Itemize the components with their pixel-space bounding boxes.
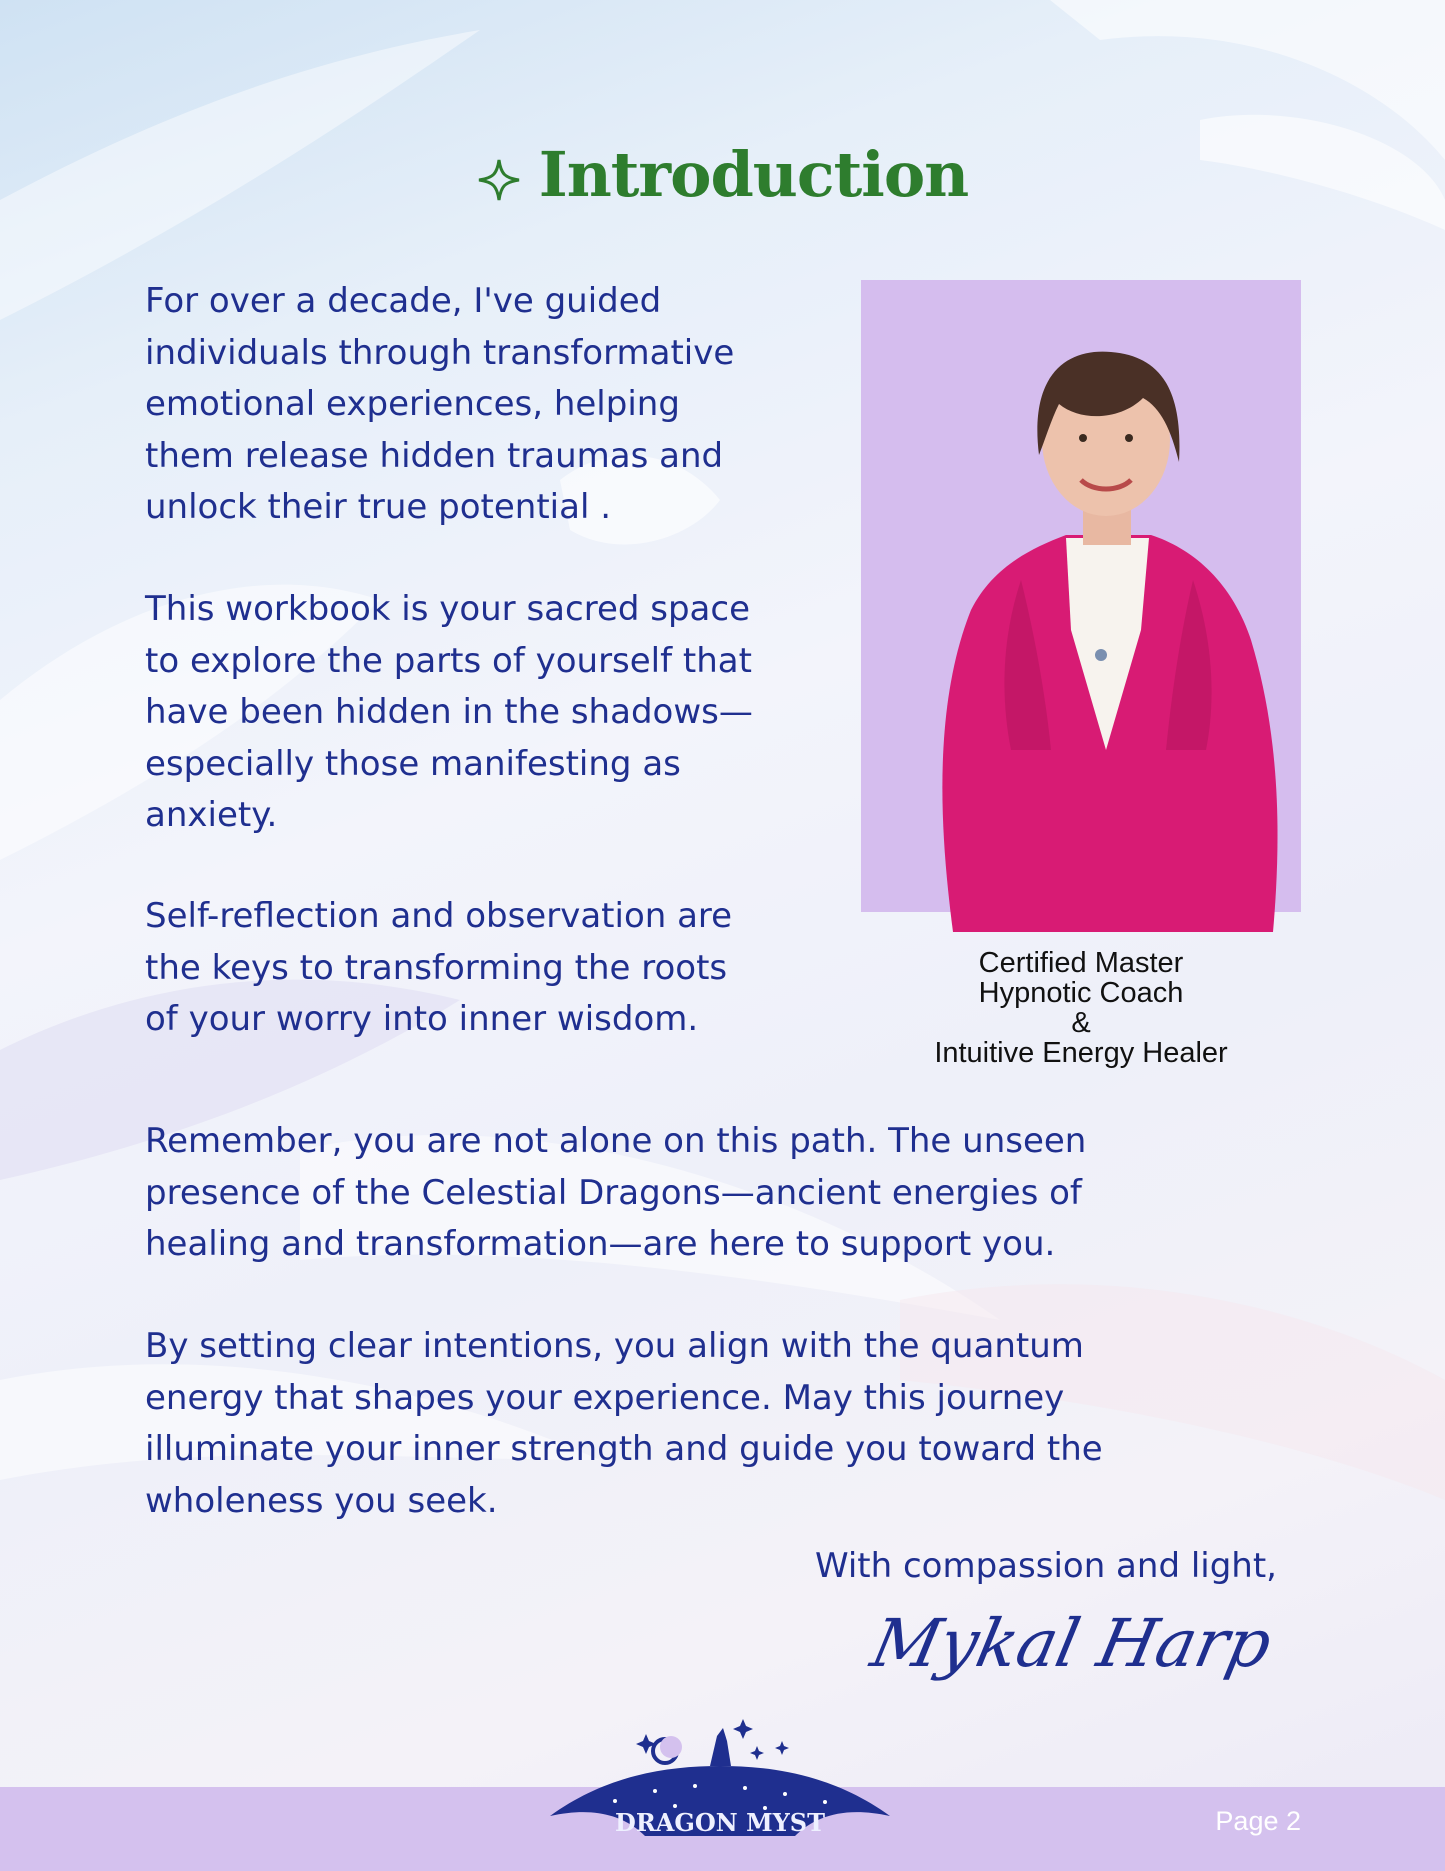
intro-paragraph-3: Self-reflection and observation are the keys to transforming the roots of your worry into inner wisdom. [145, 896, 733, 1039]
sparkle-icon [477, 144, 521, 217]
intro-paragraph-2: This workbook is your sacred space to explore the parts of yourself that have been hidden in the shadows— especially those manifesting as anxiety. [145, 589, 753, 835]
page-title [0, 138, 1445, 217]
intro-paragraph-4: Remember, you are not alone on this path. The unseen presence of the Celestial Dragons—ancient energies of healing and transformation—are here to support you. [145, 1121, 1087, 1264]
author-photo-frame [861, 280, 1301, 912]
title-text: Introduction [538, 138, 969, 211]
page-number: Page 2 [1215, 1806, 1301, 1836]
logo-text: DRAGON MYST [615, 1808, 825, 1837]
intro-paragraph-1: For over a decade, I've guided individuals through transformative emotional experiences, helping them release hidden traumas and unlock their true potential . [145, 281, 735, 527]
photo-caption: Certified Master Hypnotic Coach & Intuitive Energy Healer [934, 947, 1228, 1069]
author-portrait [861, 280, 1301, 940]
signature: Mykal Harp [864, 1605, 1279, 1682]
closing-line: With compassion and light, [814, 1546, 1277, 1586]
intro-paragraph-5: By setting clear intentions, you align with the quantum energy that shapes your experience. May this journey illuminate your inner strength and guide you toward the wholeness you seek. [145, 1326, 1103, 1521]
